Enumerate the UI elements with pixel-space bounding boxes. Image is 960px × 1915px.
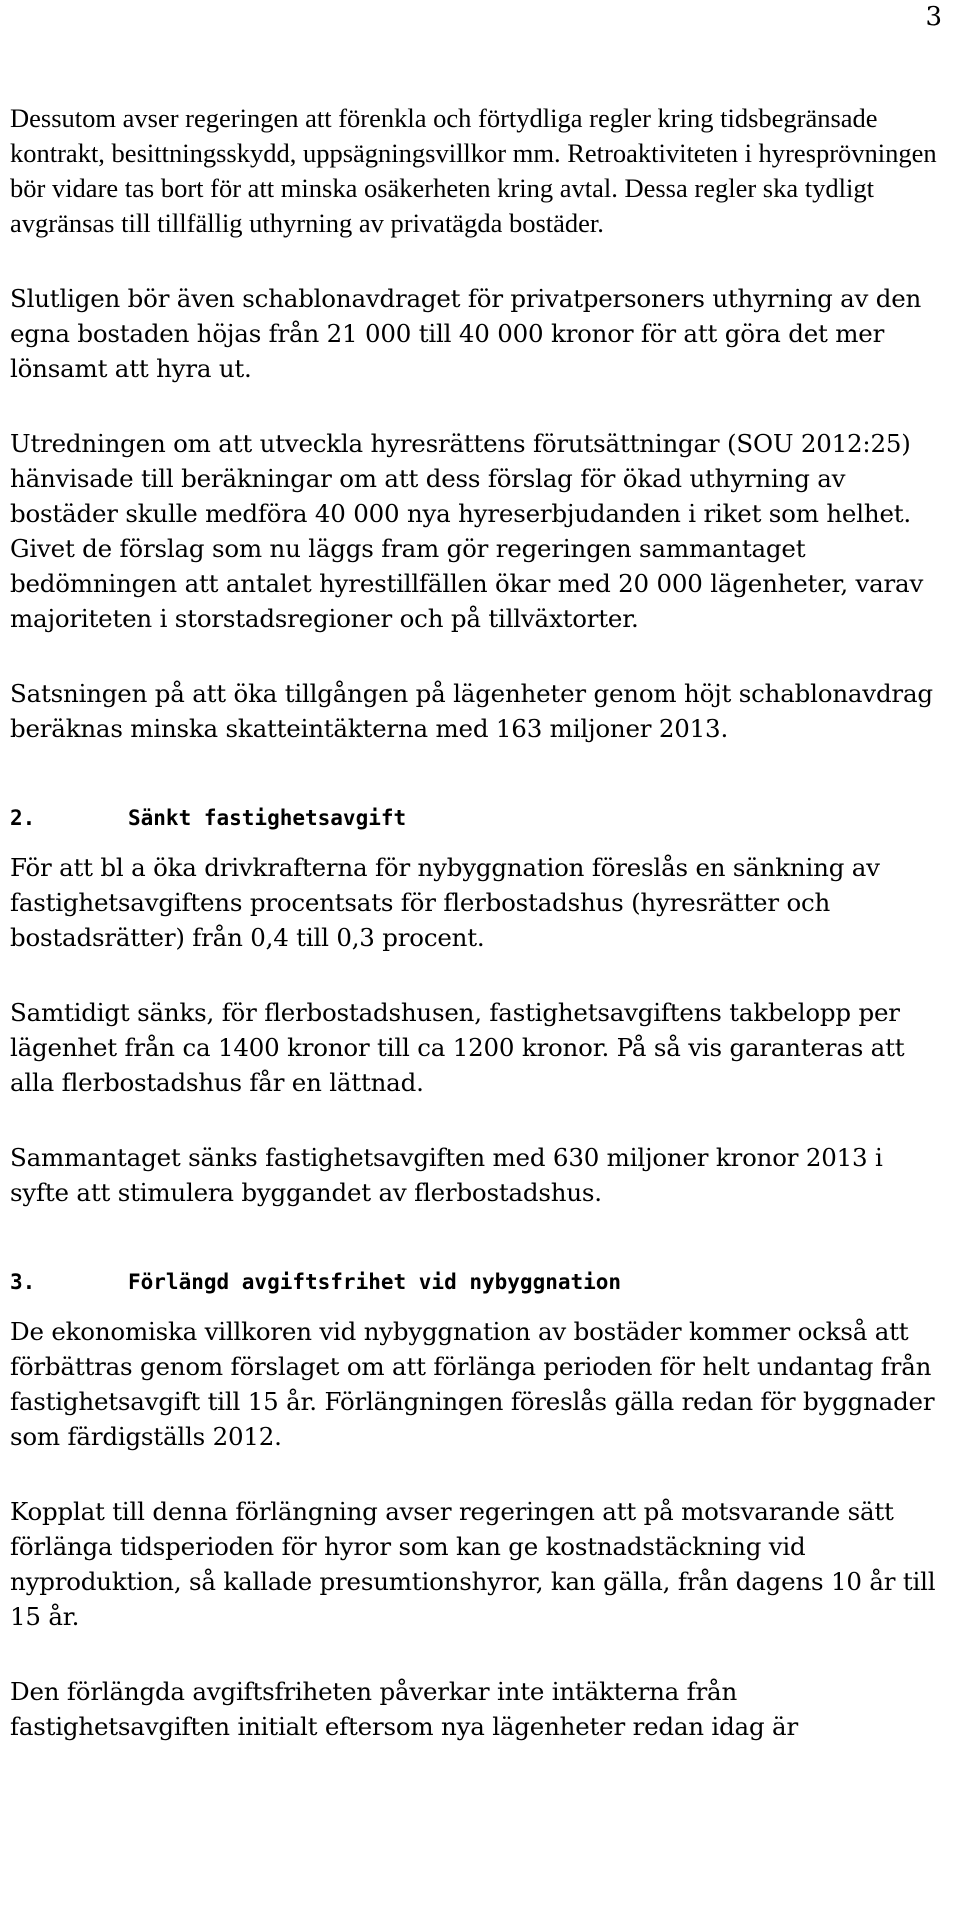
- document-body: [10, 101, 940, 1744]
- section-heading-2: [10, 801, 940, 836]
- paragraph-intro-4: Satsningen på att öka tillgången på lägenheter genom höjt schablonavdrag beräknas minska skatteintäkterna med 163 miljoner 2013.: [10, 679, 933, 743]
- paragraph-section2-3: Sammantaget sänks fastighetsavgiften med 630 miljoner kronor 2013 i syfte att stimulera byggandet av flerbostadshus.: [10, 1143, 883, 1207]
- section-title: Sänkt fastighetsavgift: [128, 806, 407, 830]
- paragraph-section2-2: Samtidigt sänks, för flerbostadshusen, fastighetsavgiftens takbelopp per lägenhet från ca 1400 kronor till ca 1200 kronor. På så vis garanteras att alla flerbostadshus får en lättnad.: [10, 998, 905, 1097]
- section-number: 3.: [10, 1270, 36, 1294]
- section-number: 2.: [10, 806, 36, 830]
- page-number: 3: [925, 2, 942, 32]
- paragraph-section3-2: Kopplat till denna förlängning avser regeringen att på motsvarande sätt förlänga tidsperioden för hyror som kan ge kostnadstäckning vid nyproduktion, så kallade presumtionshyror, kan gälla, från dagens 10 år till 15 år.: [10, 1497, 936, 1631]
- section-heading-3: [10, 1265, 940, 1300]
- paragraph-intro-2: Slutligen bör även schablonavdraget för privatpersoners uthyrning av den egna bostaden höjas från 21 000 till 40 000 kronor för att göra det mer lönsamt att hyra ut.: [10, 284, 922, 383]
- paragraph-intro-1: Dessutom avser regeringen att förenkla och förtydliga regler kring tidsbegränsade kontrakt, besittningsskydd, uppsägningsvillkor mm. Retroaktiviteten i hyresprövningen bör vidare tas bort för att minska osäkerheten kring avtal. Dessa regler ska tydligt avgränsas till tillfällig uthyrning av privatägda bostäder.: [10, 103, 937, 238]
- paragraph-section3-3: Den förlängda avgiftsfriheten påverkar inte intäkterna från fastighetsavgiften initialt eftersom nya lägenheter redan idag är: [10, 1677, 798, 1741]
- paragraph-intro-3: Utredningen om att utveckla hyresrättens förutsättningar (SOU 2012:25) hänvisade till beräkningar om att dess förslag för ökad uthyrning av bostäder skulle medföra 40 000 nya hyreserbjudanden i riket som helhet. Givet de förslag som nu läggs fram gör regeringen sammantaget bedömningen att antalet hyrestillfällen ökar med 20 000 lägenheter, varav majoriteten i storstadsregioner och på tillväxtorter.: [10, 429, 924, 633]
- paragraph-section3-1: De ekonomiska villkoren vid nybyggnation av bostäder kommer också att förbättras genom förslaget om att förlänga perioden för helt undantag från fastighetsavgift till 15 år. Förlängningen föreslås gälla redan för byggnader som färdigställs 2012.: [10, 1317, 935, 1451]
- paragraph-section2-1: För att bl a öka drivkrafterna för nybyggnation föreslås en sänkning av fastighetsavgiftens procentsats för flerbostadshus (hyresrätter och bostadsrätter) från 0,4 till 0,3 procent.: [10, 853, 880, 952]
- section-title: Förlängd avgiftsfrihet vid nybyggnation: [128, 1270, 622, 1294]
